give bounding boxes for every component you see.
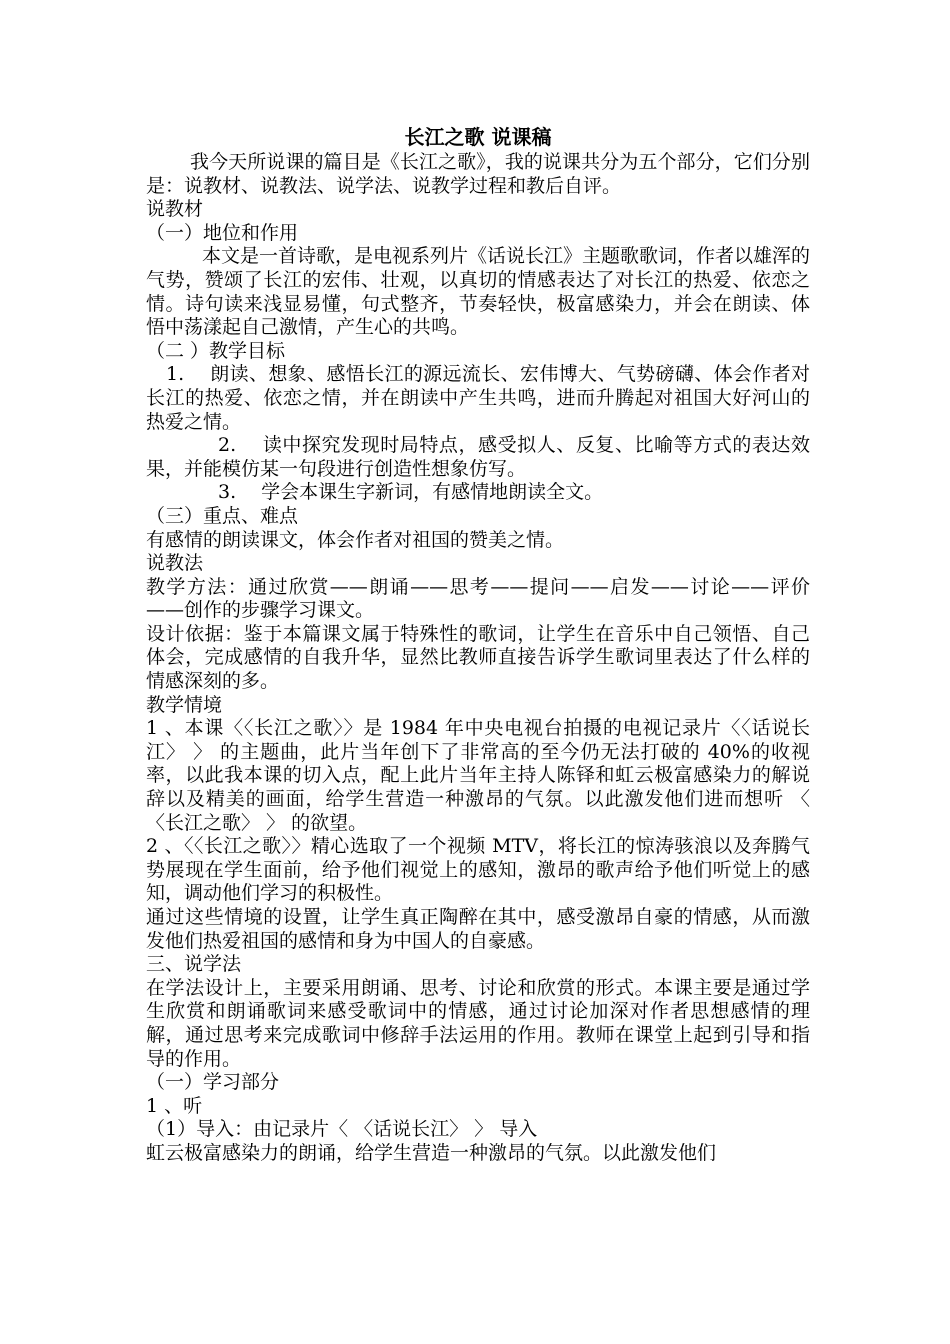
intro-paragraph: 我今天所说课的篇目是《长江之歌》，我的说课共分为五个部分，它们分别是：说教材、说教法、说学法、说教学过程和教后自评。 — [146, 151, 810, 197]
step-heading-listen: 1 、听 — [146, 1094, 203, 1117]
section-heading-textbook: 说教材 — [146, 198, 204, 221]
paragraph-scenario-summary: 通过这些情境的设置，让学生真正陶醉在其中，感受激昂自豪的情感，从而激发他们热爱祖国的感情和身为中国人的自豪感。 — [146, 906, 810, 952]
scenario-item-1: 1 、本课〈〈长江之歌〉〉是 1984 年中央电视台拍摄的电视记录片〈〈话说长江〉 〉 的主题曲，此片当年创下了非常高的至今仍无法打破的 40%的收视率，以此我本课的切入点，配上此片当年主持人陈铎和虹云极富感染力的解说辞以及精美的画面，给学生营造一种激昂的气氛。以此激发他们进而想听 〈 〈长江之歌〉 〉 的欲望。 — [146, 717, 810, 834]
goal-item-1: 1. 朗读、想象、感悟长江的源远流长、宏伟博大、气势磅礴、体会作者对长江的热爱、依恋之情，并在朗读中产生共鸣，进而升腾起对祖国大好河山的热爱之情。 — [146, 363, 810, 433]
paragraph-key-points: 有感情的朗读课文，体会作者对祖国的赞美之情。 — [146, 528, 565, 551]
paragraph-learning-method: 在学法设计上，主要采用朗诵、思考、讨论和欣赏的形式。本课主要是通过学生欣赏和朗诵歌词来感受歌词中的情感，通过讨论加深对作者思想感情的理解，通过思考来完成歌词中修辞手法运用的作用。教师在课堂上起到引导和指导的作用。 — [146, 976, 810, 1070]
section-heading-teaching-scenario: 教学情境 — [146, 693, 223, 716]
subheading-key-points: （三）重点、难点 — [146, 504, 299, 527]
section-heading-learning-method: 三、说学法 — [146, 953, 242, 976]
subheading-teaching-goals: （二 ）教学目标 — [146, 339, 286, 362]
paragraph-continued: 虹云极富感染力的朗诵，给学生营造一种激昂的气氛。以此激发他们 — [146, 1141, 717, 1164]
document-body — [146, 123, 810, 1166]
paragraph-design-basis: 设计依据：鉴于本篇课文属于特殊性的歌词，让学生在音乐中自己领悟、自己体会，完成感情的自我升华，显然比教师直接告诉学生歌词里表达了什么样的情感深刻的多。 — [146, 622, 810, 693]
paragraph-teaching-method: 教学方法：通过欣赏——朗诵——思考——提问——启发——讨论——评价——创作的步骤学习课文。 — [146, 575, 810, 622]
step-item-intro: （1）导入：由记录片〈 〈话说长江〉 〉 导入 — [146, 1118, 538, 1141]
section-heading-teaching-method: 说教法 — [146, 552, 204, 575]
subheading-position-role: （一）地位和作用 — [146, 221, 299, 244]
document-title: 长江之歌 说课稿 — [404, 125, 552, 149]
subheading-learning-part: （一）学习部分 — [146, 1071, 280, 1094]
paragraph-position-role: 本文是一首诗歌，是电视系列片《话说长江》主题歌歌词，作者以雄浑的气势，赞颂了长江的宏伟、壮观，以真切的情感表达了对长江的热爱、依恋之情。诗句读来浅显易懂，句式整齐，节奏轻快，极富感染力，并会在朗读、体悟中荡漾起自己激情，产生心的共鸣。 — [146, 245, 811, 339]
goal-item-3: 3. 学会本课生字新词，有感情地朗读全文。 — [218, 481, 604, 504]
goal-item-2: 2. 读中探究发现时局特点，感受拟人、反复、比喻等方式的表达效果，并能模仿某一句段进行创造性想象仿写。 — [146, 434, 810, 480]
scenario-item-2: 2 、〈〈长江之歌〉〉精心选取了一个视频 MTV，将长江的惊涛骇浪以及奔腾气势展现在学生面前，给予他们视觉上的感知，激昂的歌声给予他们听觉上的感知，调动他们学习的积极性。 — [146, 835, 810, 905]
